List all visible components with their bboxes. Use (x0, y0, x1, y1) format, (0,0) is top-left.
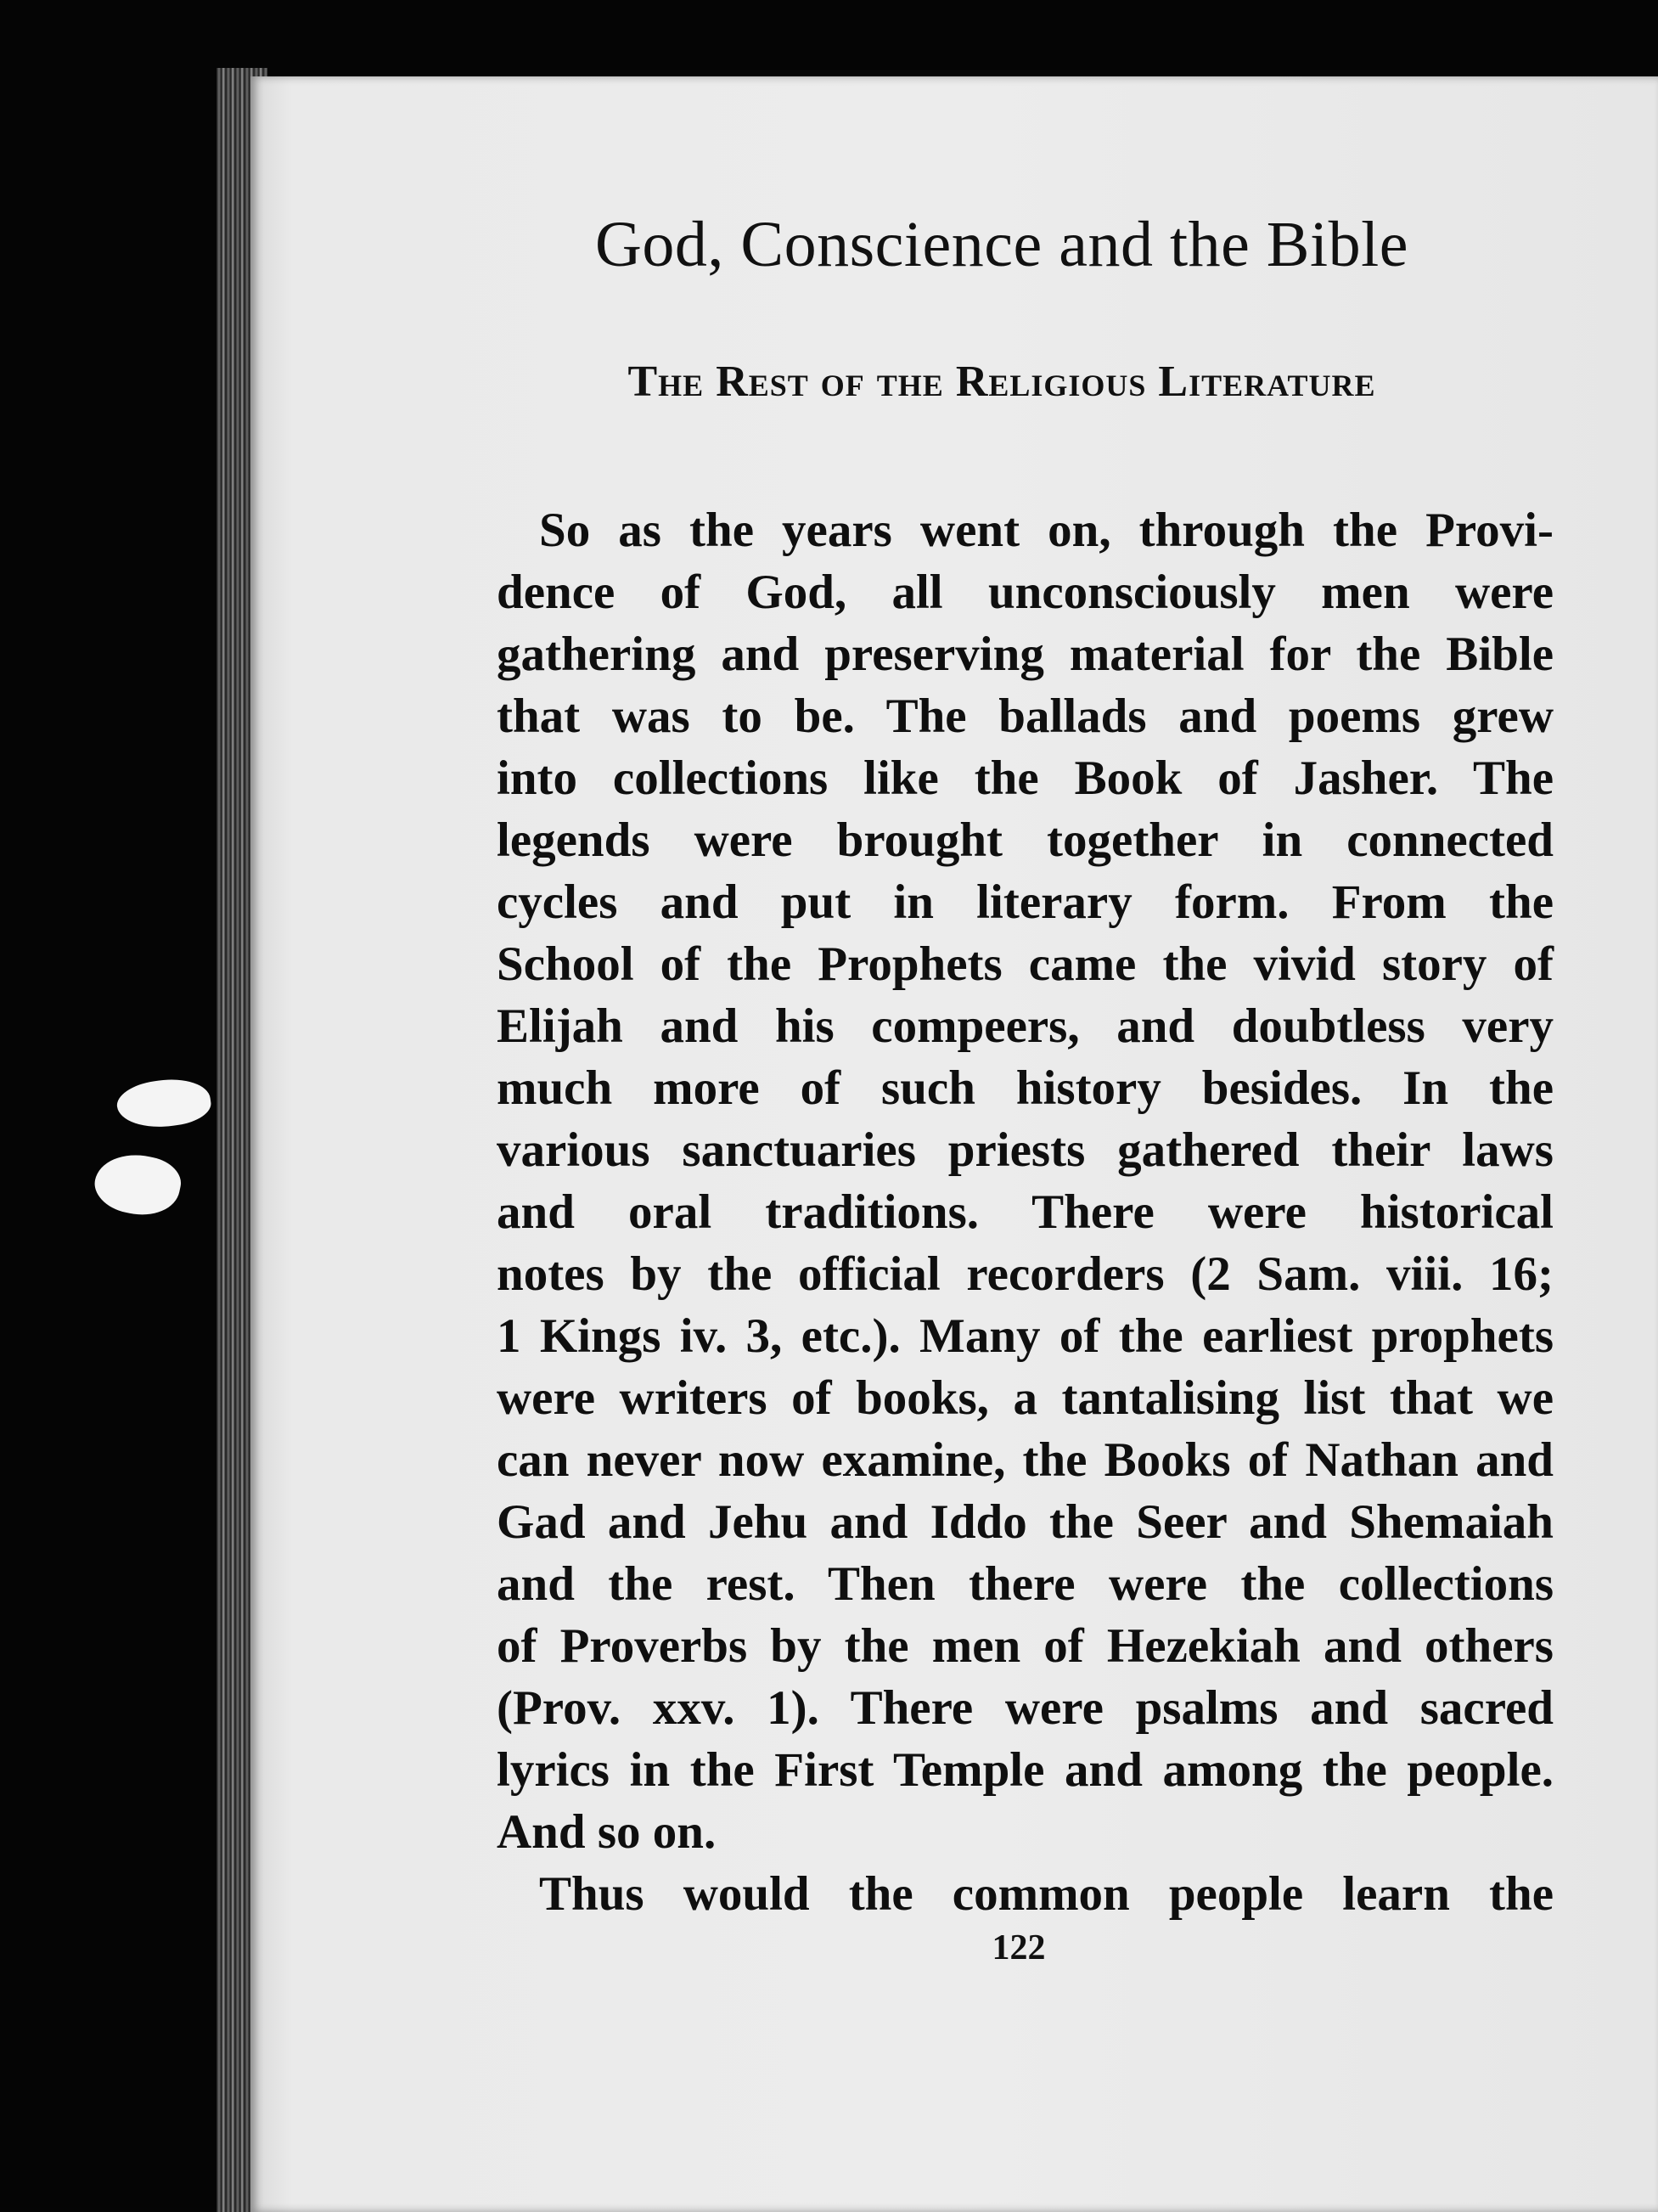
body-line: gathering and preserving material for the Bible (497, 628, 1554, 681)
page-number: 122 (992, 1928, 1046, 1967)
body-line: And so on. (497, 1805, 717, 1859)
body-line: notes by the official recorders (2 Sam. viii. 16; (497, 1247, 1554, 1301)
body-line: Thus would the common people learn the (539, 1867, 1554, 1921)
running-head: God, Conscience and the Bible (595, 209, 1408, 280)
body-line: various sanctuaries priests gathered their laws (497, 1123, 1554, 1177)
body-line: and oral traditions. There were historical (497, 1185, 1554, 1239)
body-line: School of the Prophets came the vivid story of (497, 937, 1554, 991)
torn-paper-mark (115, 1074, 214, 1134)
body-line: can never now examine, the Books of Nathan and (497, 1433, 1554, 1487)
body-line: dence of God, all unconsciously men were (497, 566, 1554, 619)
body-line: So as the years went on, through the Provi- (539, 504, 1554, 557)
body-line: lyrics in the First Temple and among the people. (497, 1743, 1554, 1797)
body-line: cycles and put in literary form. From the (497, 875, 1554, 929)
body-line: 1 Kings iv. 3, etc.). Many of the earliest prophets (497, 1309, 1554, 1363)
body-line: Elijah and his compeers, and doubtless very (497, 999, 1554, 1053)
body-line: legends were brought together in connected (497, 813, 1554, 867)
section-heading: The Rest of the Religious Literature (627, 357, 1376, 406)
body-line: were writers of books, a tantalising list that we (497, 1371, 1554, 1425)
body-line: into collections like the Book of Jasher. The (497, 751, 1554, 805)
body-line: (Prov. xxv. 1). There were psalms and sacred (497, 1681, 1554, 1735)
body-line: much more of such history besides. In the (497, 1061, 1554, 1115)
body-line: and the rest. Then there were the collections (497, 1557, 1554, 1611)
torn-paper-mark (90, 1146, 185, 1222)
body-line: that was to be. The ballads and poems grew (497, 689, 1554, 743)
body-line: Gad and Jehu and Iddo the Seer and Shemaiah (497, 1495, 1554, 1549)
body-line: of Proverbs by the men of Hezekiah and others (497, 1619, 1554, 1673)
